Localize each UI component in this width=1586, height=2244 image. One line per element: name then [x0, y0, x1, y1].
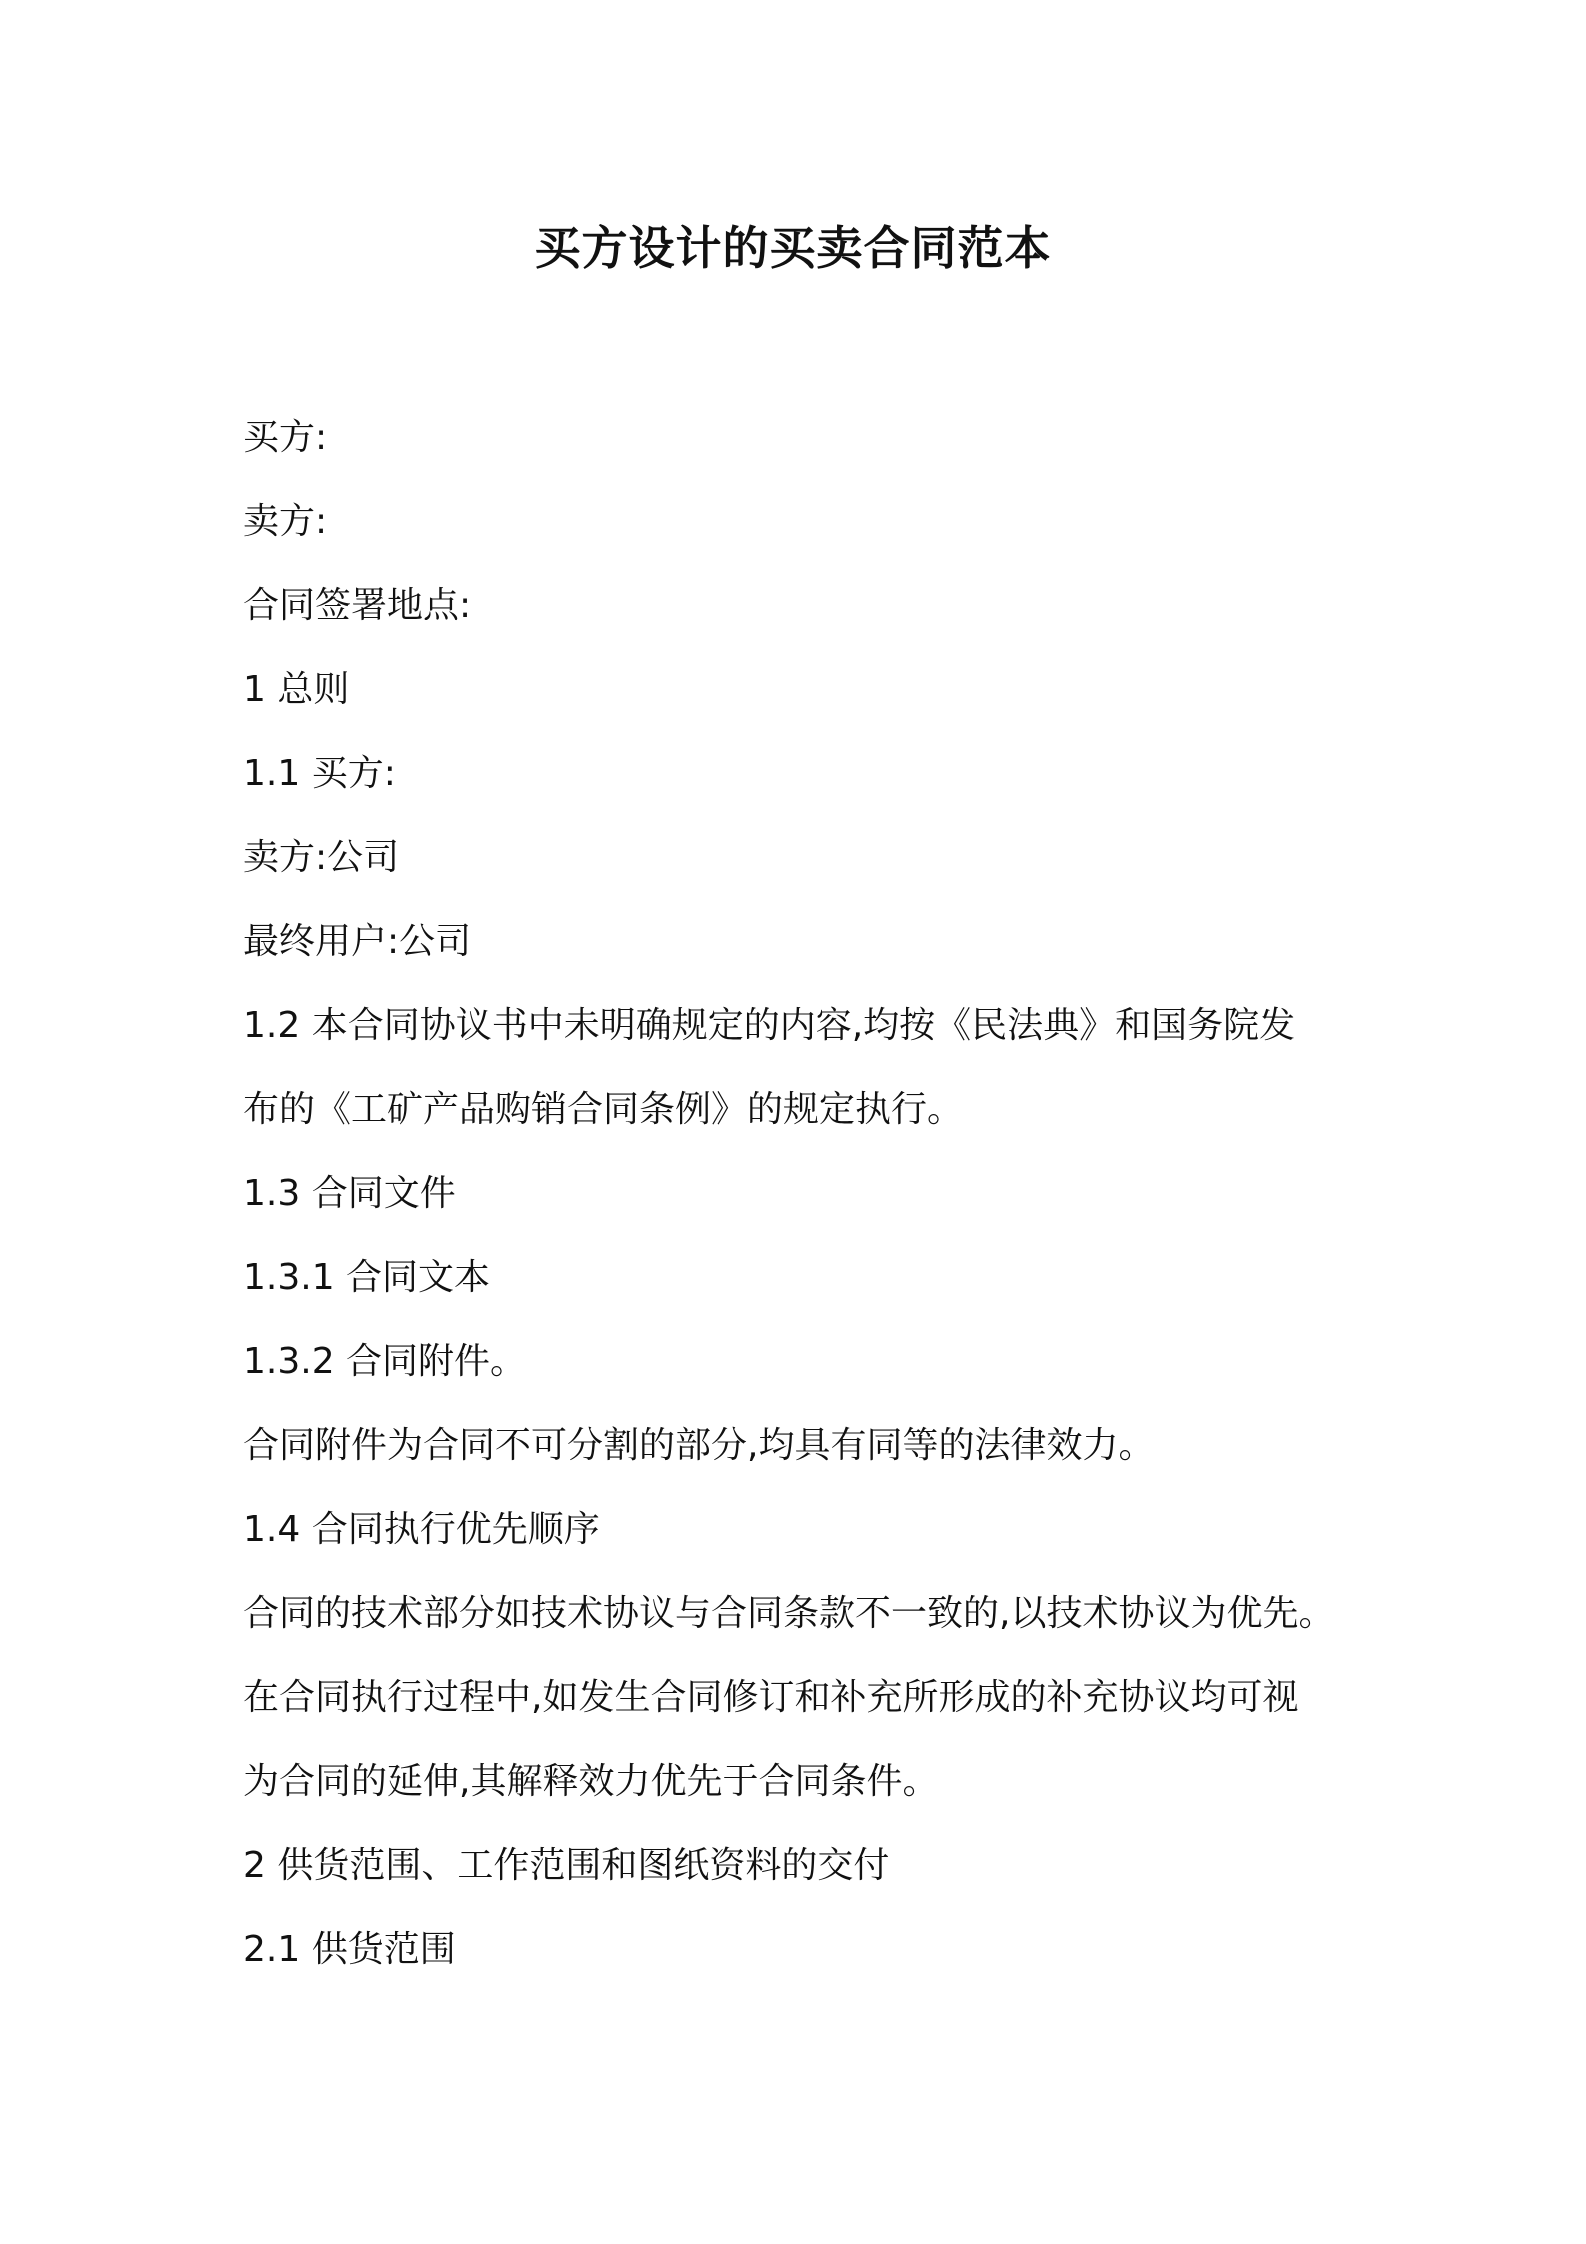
section-2-heading: 2 供货范围、工作范围和图纸资料的交付 — [243, 1845, 890, 1886]
buyer-line: 买方: — [243, 417, 328, 458]
clause-1-1-end-user: 最终用户:公司 — [243, 921, 472, 962]
clause-2-1-heading: 2.1 供货范围 — [243, 1929, 456, 1970]
clause-1-4-text-line-1: 合同的技术部分如技术协议与合同条款不一致的,以技术协议为优先。 — [243, 1593, 1335, 1634]
clause-1-2-text-line-2: 布的《工矿产品购销合同条例》的规定执行。 — [243, 1089, 964, 1130]
clause-1-3-2: 1.3.2 合同附件。 — [243, 1341, 527, 1382]
section-1-heading: 1 总则 — [243, 669, 350, 710]
clause-1-3-2-text: 合同附件为合同不可分割的部分,均具有同等的法律效力。 — [243, 1425, 1155, 1466]
clause-1-1-seller: 卖方:公司 — [243, 837, 400, 878]
clause-1-2-text-line-1: 1.2 本合同协议书中未明确规定的内容,均按《民法典》和国务院发 — [243, 1005, 1296, 1046]
clause-1-3-1: 1.3.1 合同文本 — [243, 1257, 491, 1298]
signing-location-line: 合同签署地点: — [243, 585, 472, 626]
seller-line: 卖方: — [243, 501, 328, 542]
clause-1-1-buyer: 1.1 买方: — [243, 753, 396, 794]
clause-1-4-text-line-3: 为合同的延伸,其解释效力优先于合同条件。 — [243, 1761, 939, 1802]
clause-1-4-text-line-2: 在合同执行过程中,如发生合同修订和补充所形成的补充协议均可视 — [243, 1677, 1299, 1718]
document-title: 买方设计的买卖合同范本 — [534, 221, 1052, 275]
clause-1-4-heading: 1.4 合同执行优先顺序 — [243, 1509, 600, 1550]
clause-1-3-heading: 1.3 合同文件 — [243, 1173, 456, 1214]
